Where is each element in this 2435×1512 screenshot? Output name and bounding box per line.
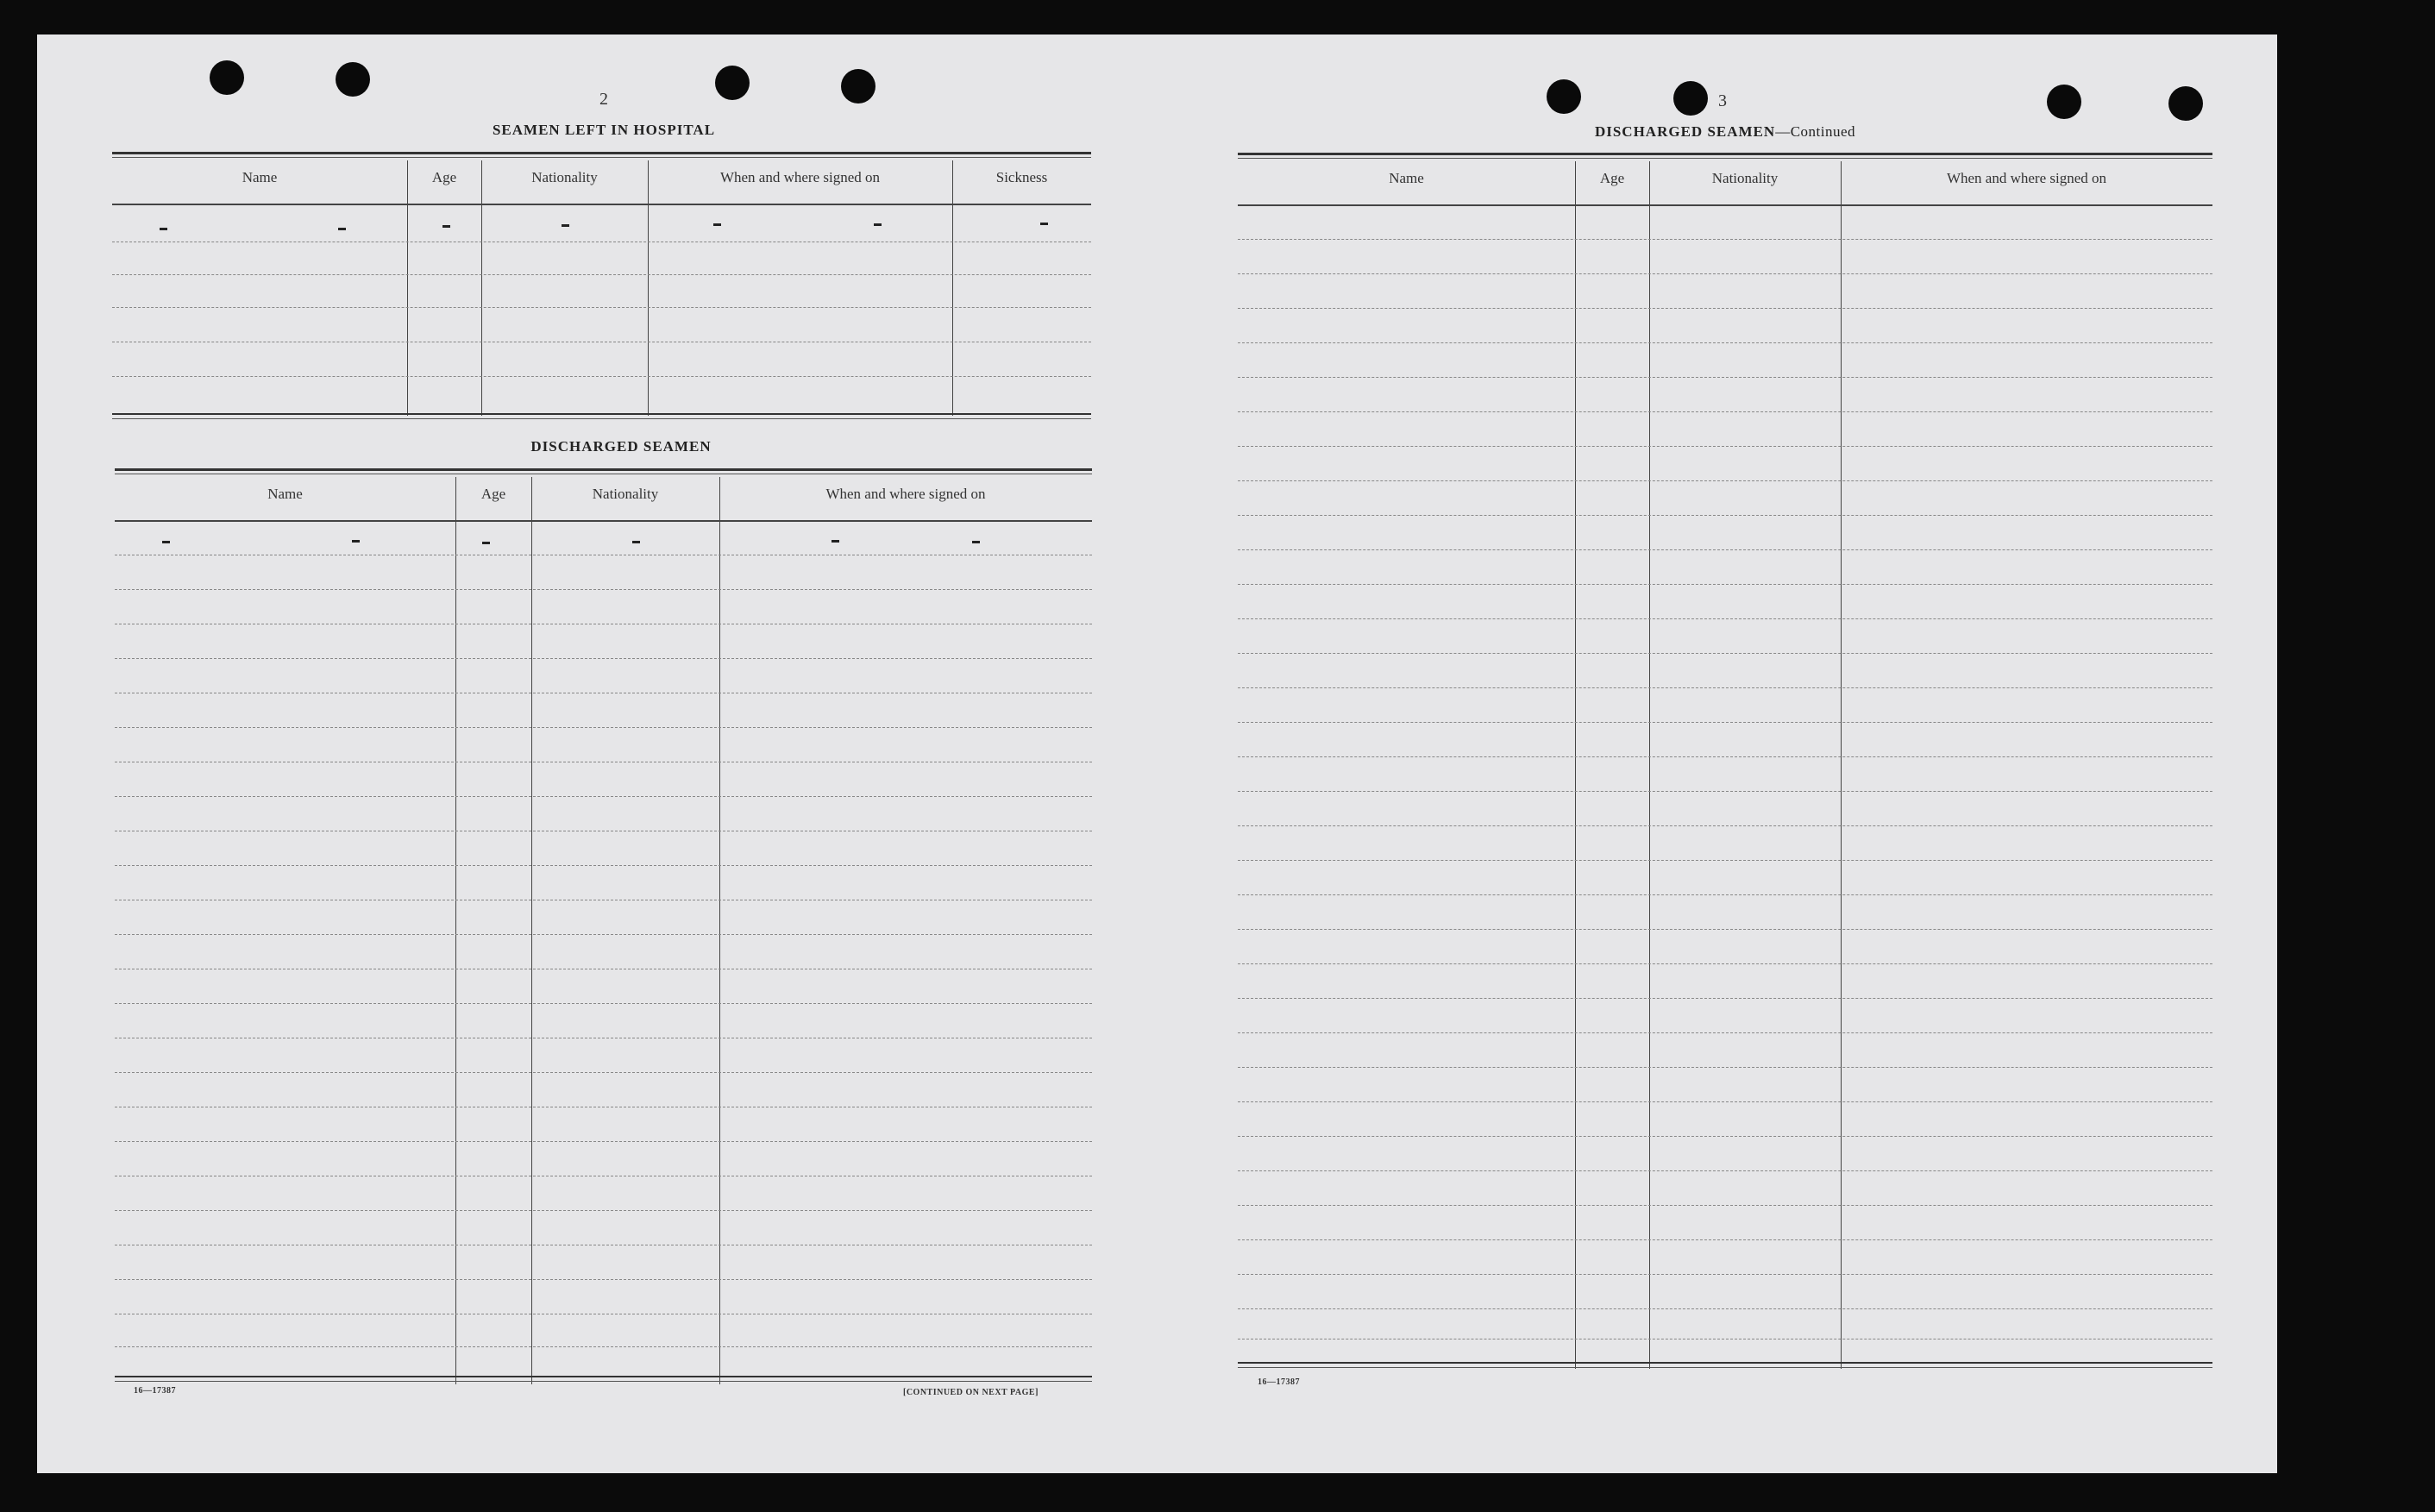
punch-hole (336, 62, 370, 97)
ditto-mark (832, 540, 839, 543)
ditto-mark (1040, 223, 1048, 225)
ditto-mark (562, 224, 569, 227)
punch-hole (2168, 86, 2203, 121)
title-continued: —Continued (1775, 123, 1856, 140)
discharged-col-nationality: Nationality (592, 486, 659, 502)
ditto-mark (442, 225, 450, 228)
scan-edge (2316, 0, 2435, 1477)
ditto-mark (352, 540, 360, 543)
ditto-mark (713, 223, 721, 226)
ditto-mark (482, 542, 490, 544)
right-col-nationality: Nationality (1711, 170, 1779, 186)
title-main: DISCHARGED SEAMEN (1594, 123, 1776, 140)
form-number-left: 16—17387 (134, 1386, 176, 1396)
discharged-title-right (1238, 123, 2212, 141)
hospital-col-age: Age (431, 169, 457, 185)
hospital-title: SEAMEN LEFT IN HOSPITAL (492, 122, 716, 138)
hospital-col-nationality: Nationality (531, 169, 598, 185)
discharged-col-name: Name (267, 486, 303, 502)
punch-hole (841, 69, 875, 104)
ditto-mark (162, 541, 170, 543)
ditto-mark (874, 223, 882, 226)
continued-note: [CONTINUED ON NEXT PAGE] (903, 1388, 1039, 1397)
punch-hole (210, 60, 244, 95)
right-col-age: Age (1599, 170, 1625, 186)
page-number-left: 2 (599, 90, 608, 109)
discharged-table-left (115, 468, 1092, 1383)
punch-hole (715, 66, 750, 100)
page-number-right: 3 (1718, 91, 1727, 110)
ditto-mark (338, 228, 346, 230)
punch-hole (2047, 85, 2081, 119)
right-col-signed-on: When and where signed on (1946, 170, 2107, 186)
hospital-table (112, 152, 1091, 421)
hospital-col-sickness: Sickness (995, 169, 1048, 185)
hospital-col-name: Name (242, 169, 278, 185)
discharged-title-left: DISCHARGED SEAMEN (530, 438, 712, 455)
form-number-right: 16—17387 (1258, 1377, 1300, 1387)
discharged-table-right (1238, 153, 2212, 1373)
discharged-col-signed-on: When and where signed on (825, 486, 986, 502)
hospital-col-signed-on: When and where signed on (719, 169, 881, 185)
right-col-name: Name (1389, 170, 1424, 186)
discharged-col-age: Age (480, 486, 506, 502)
punch-hole (1547, 79, 1581, 114)
ditto-mark (632, 541, 640, 543)
punch-hole (1673, 81, 1708, 116)
ditto-mark (972, 541, 980, 543)
ditto-mark (160, 228, 167, 230)
